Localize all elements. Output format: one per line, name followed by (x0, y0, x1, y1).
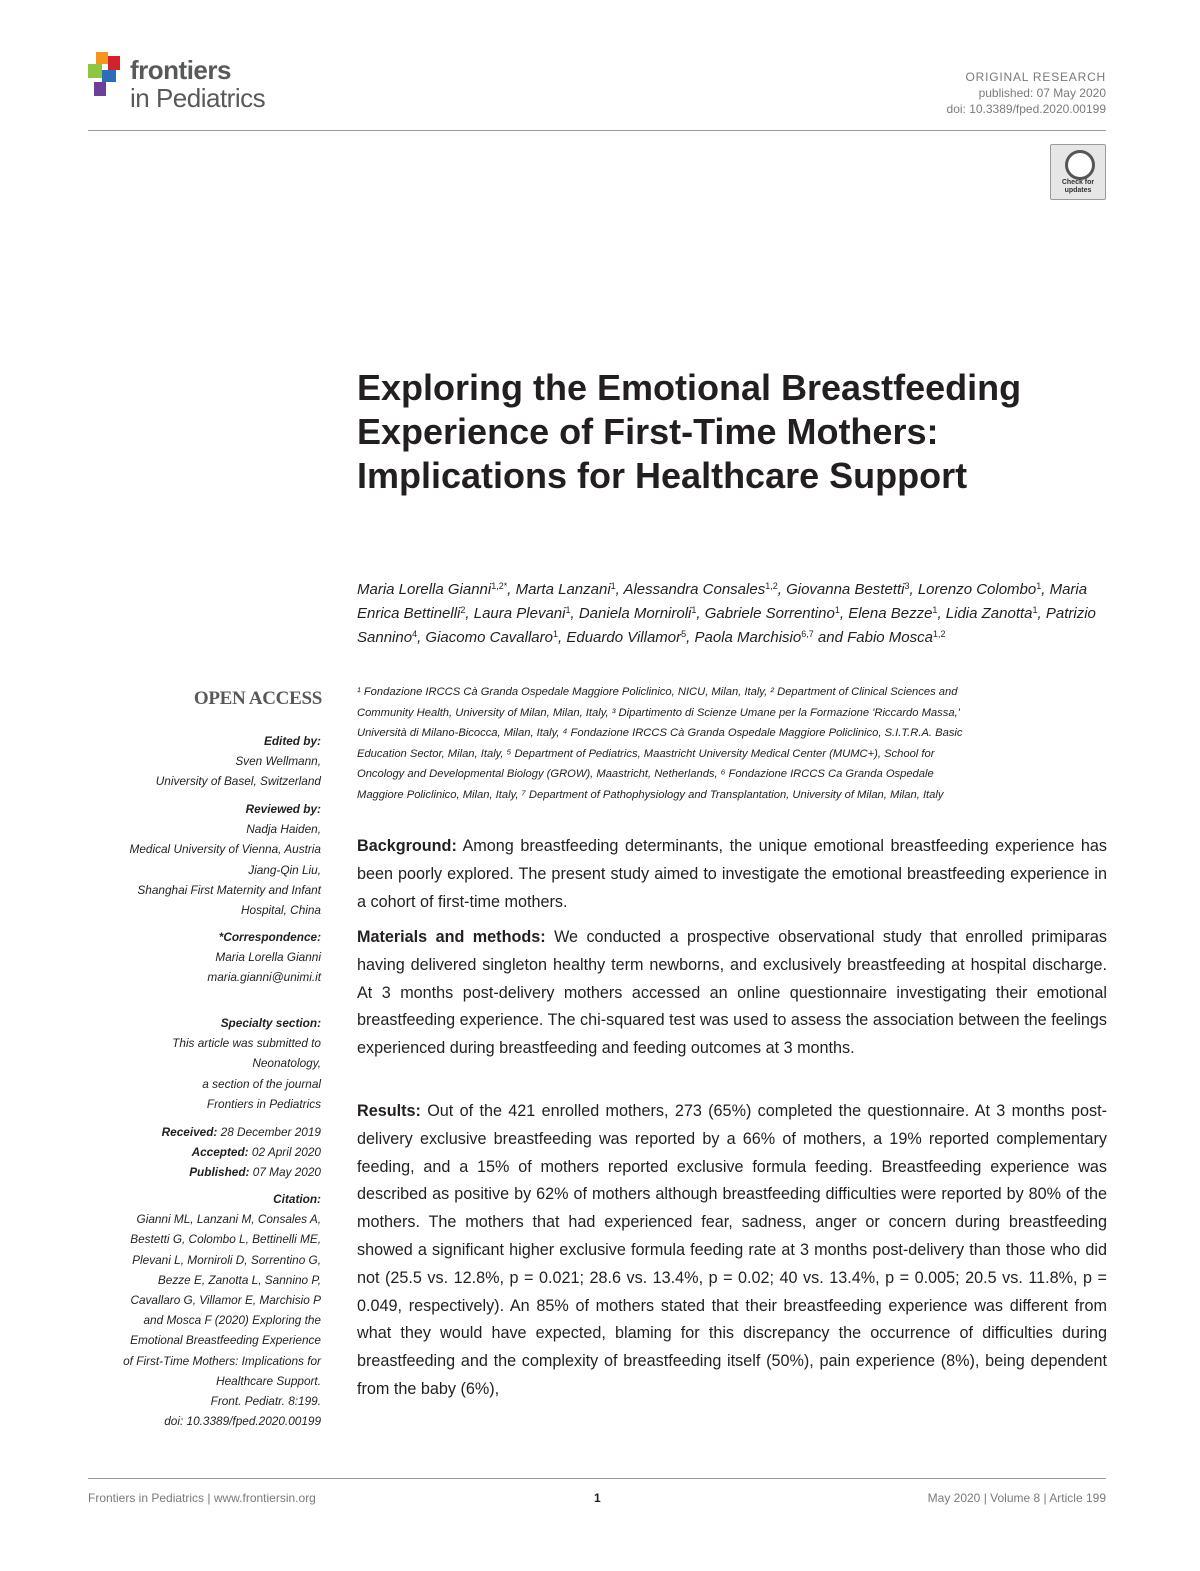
author-name[interactable]: Lidia Zanotta (945, 605, 1033, 622)
citation-line: Cavallaro G, Villamor E, Marchisio P (130, 1293, 321, 1308)
footer-divider (88, 1478, 1106, 1479)
check-updates-label: Check for updates (1061, 179, 1095, 194)
reviewed-by-label: Reviewed by: (245, 802, 321, 816)
author-separator: , (696, 605, 705, 622)
edited-by-label: Edited by: (263, 734, 321, 748)
author-name[interactable]: Maria Lorella Gianni (357, 581, 492, 598)
footer-journal-link[interactable]: Frontiers in Pediatrics | www.frontiersin.org (88, 1491, 316, 1505)
reviewer-line: Hospital, China (241, 903, 321, 918)
affiliation-line: Education Sector, Milan, Italy, ⁵ Department of Pediatrics, Maastricht University Medical Center (MUMC+), School for (357, 747, 935, 760)
results-label: Results: (357, 1102, 421, 1120)
check-for-updates-badge[interactable] (1050, 144, 1106, 200)
author-name[interactable]: Marta Lanzani (515, 581, 611, 598)
accepted-line (162, 1142, 321, 1162)
author-list (357, 576, 1117, 648)
author-affiliation-sup: 4 (412, 629, 418, 639)
specialty-line: This article was submitted to (172, 1036, 321, 1051)
author-affiliation-sup: 1 (610, 581, 616, 591)
citation-line: Healthcare Support. (216, 1373, 321, 1388)
affiliation-line: Maggiore Policlinico, Milan, Italy, ⁷ Department of Pathophysiology and Transplantation, University of Milan, Milan, Italy (357, 788, 944, 801)
received-date: 28 December 2019 (220, 1125, 321, 1139)
author-name[interactable]: Daniela Morniroli (578, 605, 692, 622)
author-name[interactable]: Elena Bezze (848, 605, 933, 622)
check-updates-icon (1065, 150, 1095, 180)
author-name[interactable]: Alessandra Consales (623, 581, 766, 598)
specialty-line: a section of the journal (202, 1076, 321, 1091)
reviewer-line: Jiang-Qin Liu, (248, 862, 321, 877)
article-title: Exploring the Emotional Breastfeeding Experience of First-Time Mothers: Implications for Healthcare Support (357, 367, 1022, 496)
author-name[interactable]: Patrizio Sannino (357, 605, 1096, 646)
footer-issue-info: May 2020 | Volume 8 | Article 199 (927, 1491, 1106, 1505)
author-name[interactable]: Laura Plevani (473, 605, 566, 622)
author-affiliation-sup: 3 (904, 581, 910, 591)
citation-doi[interactable]: doi: 10.3389/fped.2020.00199 (164, 1414, 321, 1429)
published-date: published: 07 May 2020 (978, 86, 1106, 100)
author-name[interactable]: Eduardo Villamor (566, 629, 682, 646)
author-separator: , (777, 581, 787, 598)
author-separator: , (570, 605, 579, 622)
dates-block (162, 1122, 321, 1183)
author-separator: , (507, 581, 516, 598)
author-affiliation-sup: 6,7 (801, 629, 814, 639)
author-affiliation-sup: 1 (552, 629, 558, 639)
citation-label: Citation: (273, 1192, 321, 1206)
accepted-label: Accepted: (191, 1145, 249, 1160)
background-text: Among breastfeeding determinants, the unique emotional breastfeeding experience has been poorly explored. The present study aimed to investigate the emotional breastfeeding experience in a cohort of first-time mothers. (357, 837, 1107, 911)
methods-text: We conducted a prospective observational study that enrolled primiparas having delivered singleton healthy term newborns, and exclusively breastfeeding at hospital discharge. At 3 months post-delivery mothers accessed an online questionnaire investigating their emotional breastfeeding experience. The chi-squared test was used to assess the association between the feelings experienced during breastfeeding and feeding outcomes at 3 months. (357, 928, 1107, 1058)
author-separator: , (465, 605, 474, 622)
citation-line: and Mosca F (2020) Exploring the (143, 1313, 321, 1328)
author-affiliation-sup: 1,2 (932, 629, 946, 639)
journal-logo (88, 52, 288, 120)
author-affiliation-sup: 1 (834, 605, 840, 615)
abstract-background (357, 833, 1107, 916)
background-label: Background: (357, 837, 457, 855)
received-line (162, 1122, 321, 1142)
citation-line: Emotional Breastfeeding Experience (130, 1333, 321, 1348)
reviewer-line: Medical University of Vienna, Austria (129, 842, 321, 857)
citation-line: of First-Time Mothers: Implications for (123, 1353, 321, 1368)
published-line (162, 1162, 321, 1182)
author-separator: and (813, 629, 848, 646)
author-affiliation-sup: 1,2* (491, 581, 508, 591)
reviewer-line: Shanghai First Maternity and Infant (137, 882, 321, 897)
editor-line: Sven Wellmann, (235, 754, 321, 769)
author-name[interactable]: Fabio Mosca (847, 629, 933, 646)
citation-line: Bezze E, Zanotta L, Sannino P, (157, 1272, 321, 1287)
author-affiliation-sup: 1 (691, 605, 697, 615)
author-name[interactable]: Lorenzo Colombo (917, 581, 1037, 598)
author-affiliation-sup: 2 (460, 605, 466, 615)
citation-line: Gianni ML, Lanzani M, Consales A, (136, 1212, 321, 1227)
correspondence-block (207, 927, 321, 988)
published-label: Published: (189, 1165, 250, 1180)
specialty-line: Neonatology, (252, 1056, 321, 1071)
correspondence-name: Maria Lorella Gianni (215, 950, 321, 965)
page-number: 1 (594, 1491, 601, 1505)
specialty-label: Specialty section: (220, 1016, 321, 1030)
reviewer-line: Nadja Haiden, (246, 822, 321, 837)
affiliation-line: ¹ Fondazione IRCCS Cà Granda Ospedale Maggiore Policlinico, NICU, Milan, Italy, ² Department of Clinical Sciences and (357, 686, 958, 698)
accepted-date: 02 April 2020 (251, 1145, 321, 1160)
author-name[interactable]: Gabriele Sorrentino (704, 605, 835, 622)
author-separator: , (615, 581, 624, 598)
author-affiliation-sup: 1 (1032, 605, 1038, 615)
received-label: Received: (161, 1125, 218, 1139)
logo-wordmark: frontiers (130, 55, 231, 85)
author-separator: , (937, 605, 946, 622)
affiliation-line: Università di Milano-Bicocca, Milan, Italy, ⁴ Fondazione IRCCS Cà Granda Ospedale Maggiore Policlinico, S.I.T.R.A. Basic (357, 727, 963, 739)
reviewed-by-block (130, 799, 321, 920)
author-name[interactable]: Paola Marchisio (694, 629, 802, 646)
citation-line: Plevani L, Morniroli D, Sorrentino G, (132, 1252, 321, 1267)
published-date-sidebar: 07 May 2020 (252, 1165, 321, 1180)
author-separator: , (686, 629, 695, 646)
author-affiliation-sup: 1 (565, 605, 571, 615)
specialty-section-block (172, 1013, 321, 1114)
specialty-line: Frontiers in Pediatrics (206, 1096, 321, 1111)
citation-block (123, 1189, 321, 1431)
methods-label: Materials and methods: (357, 928, 546, 946)
editor-line: University of Basel, Switzerland (155, 774, 321, 789)
results-text: Out of the 421 enrolled mothers, 273 (65%) completed the questionnaire. At 3 months post-delivery exclusive breastfeeding was reported by a 66% of mothers, a 19% reported complementary feeding, and a 15% of mothers reported exclusive formula feeding. Breastfeeding experience was described as positive by 62% of mothers although breastfeeding difficulties were reported by 80% of the mothers. The mothers that had experienced fear, sadness, anger or concern during breastfeeding showed a significant higher exclusive formula feeding rate at 3 months post-delivery than those who did not (25.5 vs. 12.8%, p = 0.021; 28.6 vs. 13.4%, p = 0.02; 40 vs. 13.4%, p = 0.005; 20.5 vs. 11.8%, p = 0.049, respectively). An 85% of mothers stated that their breastfeeding experience was different from what they would have expected, blaming for this discrepancy the occurrence of difficulties during breastfeeding and the complexity of breastfeeding itself (50%), pain experience (8%), being dependent from the baby (6%), (357, 1102, 1107, 1398)
author-name[interactable]: Giovanna Bestetti (786, 581, 905, 598)
author-name[interactable]: Maria Enrica Bettinelli (357, 581, 1088, 622)
citation-line: Front. Pediatr. 8:199. (210, 1394, 321, 1409)
open-access-label: OPEN ACCESS (193, 688, 322, 709)
affiliations (357, 682, 1097, 805)
author-affiliation-sup: 1 (932, 605, 938, 615)
edited-by-block (156, 731, 321, 792)
logo-journal-name: in Pediatrics (130, 83, 266, 113)
abstract-results (357, 1098, 1107, 1404)
author-separator: , (417, 629, 426, 646)
author-separator: , (1037, 605, 1046, 622)
frontiers-logo-icon (88, 52, 128, 104)
author-affiliation-sup: 5 (681, 629, 687, 639)
author-separator: , (1041, 581, 1050, 598)
citation-line: Bestetti G, Colombo L, Bettinelli ME, (130, 1232, 321, 1247)
correspondence-email[interactable]: maria.gianni@unimi.it (207, 970, 321, 985)
affiliation-line: Community Health, University of Milan, Milan, Italy, ³ Dipartimento di Scienze Umane per la Formazione 'Riccardo Massa,' (357, 706, 960, 719)
doi-link[interactable]: doi: 10.3389/fped.2020.00199 (946, 102, 1106, 116)
author-separator: , (558, 629, 567, 646)
author-affiliation-sup: 1,2 (765, 581, 778, 591)
correspondence-label: *Correspondence: (218, 930, 321, 944)
abstract-methods (357, 924, 1107, 1063)
affiliation-line: Oncology and Developmental Biology (GROW), Maastricht, Netherlands, ⁶ Fondazione IRCCS Ca Granda Ospedale (357, 768, 934, 780)
author-separator: , (839, 605, 849, 622)
article-type: ORIGINAL RESEARCH (965, 70, 1106, 84)
author-separator: , (909, 581, 918, 598)
header-divider (88, 130, 1106, 131)
author-affiliation-sup: 1 (1036, 581, 1042, 591)
author-name[interactable]: Giacomo Cavallaro (425, 629, 553, 646)
